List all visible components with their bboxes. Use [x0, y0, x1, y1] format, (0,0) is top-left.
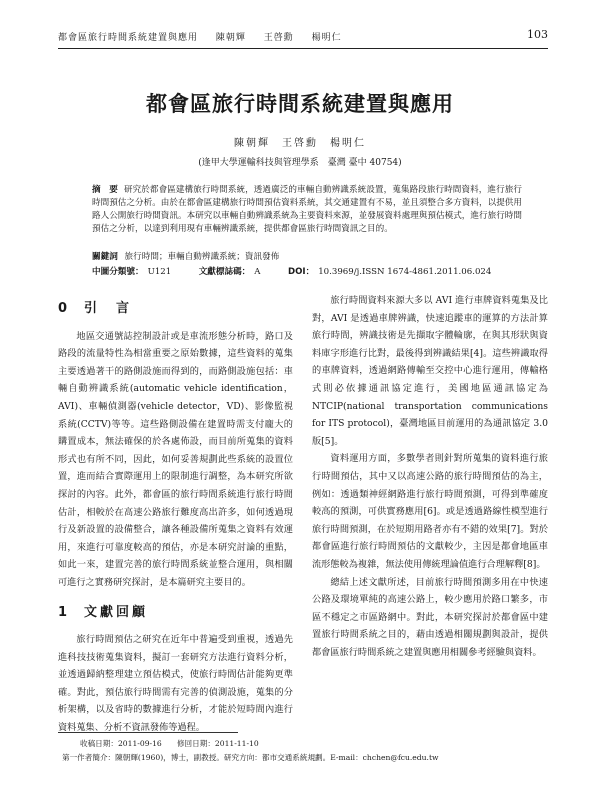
body-paragraph: 旅行時間資料來源大多以 AVI 進行車牌資料蒐集及比對，AVI 是透過車牌辨識，快速追蹤車的運算的方法計算旅行時間，辨識技術是先擷取字體輪廓，在與其形狀與資料庫字形進行比對，最後得到辨識結果[4]。這些辨識取得的車牌資料，透過網路傳輸至交控中心進行運用，傳輸格式則必依據通訊協定進行，美國地區通訊協定為 NTCIP(national transportation communications for ITS protocol)，臺灣地區目前運用的為通訊協定 3.0 版[5]。 [312, 295, 548, 447]
body-paragraph: 總結上述文獻所述，目前旅行時間預測多用在中快速公路及環境單純的高速公路上，較少應用於路口繁多，市區不穩定之市區路網中。對此，本研究探討於都會區中建置旅行時間系統之目的，藉由透過相關規劃與設計，提供都會區旅行時間系統之建置與應用相關參考經驗與資料。 [312, 576, 548, 658]
abstract-label: 摘 要 [92, 185, 118, 195]
running-header [58, 28, 548, 44]
footnote-rule [58, 732, 238, 733]
clc-label: 中圖分類號： [92, 267, 144, 277]
section-heading [58, 604, 293, 622]
author-list: 陳朝輝 王啓勳 楊明仁 [234, 138, 366, 149]
section-number: 1 [58, 604, 71, 620]
section-number: 0 [58, 301, 71, 316]
keywords-label: 關鍵詞 [92, 252, 118, 262]
affiliation: (逢甲大學運輸科技與管理學系 臺灣 臺中 40754) [198, 158, 402, 168]
body-paragraph: 地區交通號誌控制設計或是車流形態分析時，路口及路段的流量特性為相當重要之原始數據，這些資料的蒐集主要透過著干的路側設施而得到的，而路側設施包括：車輛自動辨識系統(automatic vehicle identification，AVI)、車輛偵測器(vehicle detector，VD)、影像監視系統(CCTV)等等。這些路側設備在建置時需支付龐大的購置成本，無法確保的於各處佈設，而目前所蒐集的資料形式也有所不同，因此，如何妥善規劃此些系統的設置位置，進而結合實際運用上的限制進行調整，為本研究所欲探討的內容。此外，都會區的旅行時間系統進行旅行時間估計，相較於在高速公路旅行難度高出許多，如何透過現行及新設置的設備整合，讓各種設備所蒐集之資料有效運用，來進行可靠度較高的預估，亦是本研究討論的重點，如此一來，建置完善的旅行時間系統並整合運用，與相關可進行之實務研究探討，是本篇研究主要目的。 [58, 330, 293, 588]
keywords-line [92, 250, 532, 262]
doc-code-value: A [254, 267, 261, 277]
doi-value: 10.3969/j.ISSN 1674-4861.2011.06.024 [318, 267, 492, 277]
header-rule [58, 48, 548, 49]
section-heading [58, 300, 293, 318]
running-header-journal: 都會區旅行時間系統建置與應用 [58, 33, 199, 43]
body-paragraph: 資料運用方面，多數學者則針對所蒐集的資料進行旅行時間預估，其中又以高速公路的旅行時間預估的為主，例如：透過類神經網路進行旅行時間預測，可得到準確度較高的預測，可供實務應用[6]。或是透過路線性模型進行旅行時間預測，在於短期用路者亦有不錯的效果[7]。對於都會區進行旅行時間預估的文獻較少，主因是都會地區車流形態較為複雜，無法使用傳統理論值進行合理解釋[8]。 [312, 453, 548, 570]
classification-line [92, 265, 532, 277]
running-header-author: 王啓勳 [263, 33, 294, 43]
doc-code-label: 文獻標誌碼： [198, 267, 251, 277]
running-header-author: 陳朝輝 [215, 33, 246, 43]
footnote-author: 第一作者簡介：陳朝輝(1960)，博士，副教授。研究方向：都市交通系統規劃。E-mail：chchen@fcu.edu.tw [62, 753, 439, 762]
section-title: 引 言 [84, 301, 133, 316]
section-title: 文獻回顧 [84, 604, 149, 620]
running-header-author: 楊明仁 [311, 33, 342, 43]
running-header-text [58, 30, 356, 43]
keywords-text: 旅行時間；車輛自動辨識系統；資訊發佈 [124, 252, 280, 262]
right-column [312, 292, 548, 661]
footnote-dates: 收稿日期：2011-09-16 修回日期：2011-11-10 [80, 739, 259, 748]
left-column [58, 300, 293, 734]
paper-title: 都會區旅行時間系統建置與應用 [146, 92, 454, 116]
clc-value: U121 [147, 267, 172, 277]
body-paragraph: 旅行時間預估之研究在近年中普遍受到重視，透過先進科技技術蒐集資料，擬訂一套研究方法進行資料分析，並透過歸納整理建立預估模式，使旅行時間估計能夠更準確。對此，預估旅行時間需有完善的偵測設施，蒐集的分析架構，以及省時的數據進行分析，才能於短時間內進行資料蒐集、分析不資訊發佈等過程。 [58, 634, 293, 734]
doi-label: DOI： [287, 267, 315, 277]
abstract-text: 研究於都會區建構旅行時間系統，透過廣泛的車輛自動辨識系統設置，蒐集路段旅行時間資料，進行旅行時間預估之分析。由於在都會區建構旅行時間預估資料系統，其交通建置有不易，並且須整合多方資料，以提供用路人公開旅行時間資訊。本研究以車輛自動辨識系統為主要資料來源，並發展資料處理與預估模式，進行旅行時間預估之分析，以達到利用現有車輛辨識系統，提供都會區旅行時間資訊之目的。 [92, 185, 522, 234]
page-number: 103 [527, 28, 548, 41]
abstract-block [92, 184, 522, 236]
